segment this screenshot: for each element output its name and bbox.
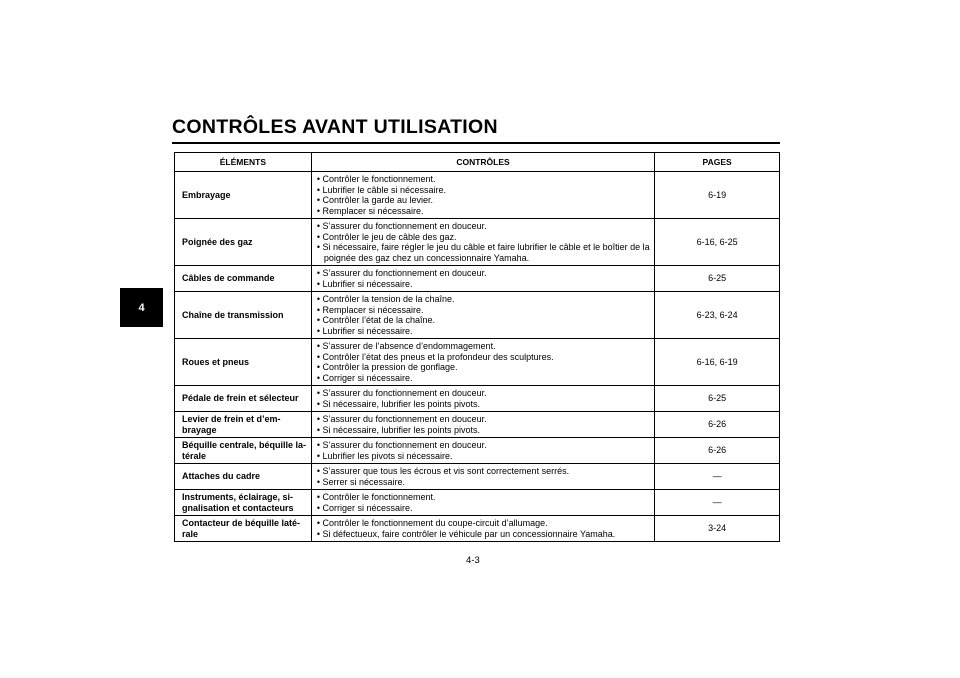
control-item: • Contrôler le fonctionnement. [317, 174, 650, 185]
controls-cell [311, 516, 654, 542]
controls-cell [311, 219, 654, 266]
table-row [175, 490, 780, 516]
table-row [175, 464, 780, 490]
controls-cell [311, 172, 654, 219]
control-item: • Contrôler l’état de la chaîne. [317, 315, 650, 326]
section-tab: 4 [120, 288, 163, 327]
control-item: • Contrôler la garde au levier. [317, 195, 650, 206]
page-number: 4-3 [466, 555, 480, 566]
controls-list [317, 440, 650, 461]
controls-cell [311, 412, 654, 438]
element-cell: Chaîne de transmission [175, 292, 312, 339]
table-row [175, 219, 780, 266]
pages-cell: — [655, 490, 780, 516]
control-item: • Corriger si nécessaire. [317, 373, 650, 384]
control-item: • Si nécessaire, lubrifier les points pivots. [317, 399, 650, 410]
controls-cell [311, 438, 654, 464]
control-item: • Lubrifier le câble si nécessaire. [317, 185, 650, 196]
control-item: • Serrer si nécessaire. [317, 477, 650, 488]
controls-list [317, 492, 650, 513]
control-item: • Remplacer si nécessaire. [317, 206, 650, 217]
control-item: • Lubrifier si nécessaire. [317, 279, 650, 290]
control-item: • Contrôler le jeu de câble des gaz. [317, 232, 650, 243]
control-item: • S’assurer du fonctionnement en douceur. [317, 221, 650, 232]
control-item: • Si nécessaire, lubrifier les points pivots. [317, 425, 650, 436]
table-row [175, 172, 780, 219]
table-header-row [175, 153, 780, 172]
pages-cell: 6-16, 6-25 [655, 219, 780, 266]
control-item: • Remplacer si nécessaire. [317, 305, 650, 316]
controls-list [317, 341, 650, 383]
table-row [175, 292, 780, 339]
controls-list [317, 294, 650, 336]
controls-list [317, 466, 650, 487]
control-item: • Si défectueux, faire contrôler le véhicule par un concessionnaire Yamaha. [317, 529, 650, 540]
pages-cell: 6-26 [655, 412, 780, 438]
page-title: CONTRÔLES AVANT UTILISATION [172, 116, 498, 138]
header-elements: ÉLÉMENTS [175, 153, 312, 172]
pages-cell: — [655, 464, 780, 490]
pages-cell: 6-25 [655, 266, 780, 292]
control-item: • Si nécessaire, faire régler le jeu du câble et faire lubrifier le câble et le boîtier de la poignée des gaz chez un concessionnaire Yamaha. [317, 242, 650, 263]
element-cell: Levier de frein et d’em- brayage [175, 412, 312, 438]
controls-list [317, 518, 650, 539]
control-item: • S’assurer de l’absence d’endommagement. [317, 341, 650, 352]
control-item: • Contrôler la tension de la chaîne. [317, 294, 650, 305]
control-item: • Contrôler le fonctionnement du coupe-circuit d’allumage. [317, 518, 650, 529]
element-cell: Béquille centrale, béquille la- térale [175, 438, 312, 464]
title-rule [172, 142, 780, 144]
pages-cell: 6-25 [655, 386, 780, 412]
control-item: • Corriger si nécessaire. [317, 503, 650, 514]
element-cell: Embrayage [175, 172, 312, 219]
pre-operation-checklist-table [174, 152, 780, 542]
control-item: • Contrôler le fonctionnement. [317, 492, 650, 503]
control-item: • S’assurer du fonctionnement en douceur. [317, 414, 650, 425]
element-cell: Roues et pneus [175, 339, 312, 386]
controls-cell [311, 464, 654, 490]
table-row [175, 266, 780, 292]
control-item: • Contrôler la pression de gonflage. [317, 362, 650, 373]
header-controls: CONTRÔLES [311, 153, 654, 172]
controls-cell [311, 266, 654, 292]
controls-list [317, 388, 650, 409]
table-row [175, 516, 780, 542]
header-pages: PAGES [655, 153, 780, 172]
control-item: • S’assurer que tous les écrous et vis sont correctement serrés. [317, 466, 650, 477]
control-item: • S’assurer du fonctionnement en douceur. [317, 268, 650, 279]
control-item: • S’assurer du fonctionnement en douceur. [317, 388, 650, 399]
controls-list [317, 221, 650, 263]
controls-cell [311, 339, 654, 386]
controls-list [317, 268, 650, 289]
element-cell: Attaches du cadre [175, 464, 312, 490]
controls-cell [311, 490, 654, 516]
pages-cell: 6-26 [655, 438, 780, 464]
pages-cell: 3-24 [655, 516, 780, 542]
table-row [175, 386, 780, 412]
control-item: • Lubrifier les pivots si nécessaire. [317, 451, 650, 462]
element-cell: Instruments, éclairage, si- gnalisation et contacteurs [175, 490, 312, 516]
controls-cell [311, 292, 654, 339]
table-row [175, 412, 780, 438]
table-row [175, 339, 780, 386]
pages-cell: 6-16, 6-19 [655, 339, 780, 386]
control-item: • Lubrifier si nécessaire. [317, 326, 650, 337]
pages-cell: 6-23, 6-24 [655, 292, 780, 339]
element-cell: Câbles de commande [175, 266, 312, 292]
pages-cell: 6-19 [655, 172, 780, 219]
element-cell: Pédale de frein et sélecteur [175, 386, 312, 412]
control-item: • Contrôler l’état des pneus et la profondeur des sculptures. [317, 352, 650, 363]
controls-list [317, 174, 650, 216]
controls-list [317, 414, 650, 435]
controls-cell [311, 386, 654, 412]
element-cell: Poignée des gaz [175, 219, 312, 266]
element-cell: Contacteur de béquille laté- rale [175, 516, 312, 542]
control-item: • S’assurer du fonctionnement en douceur. [317, 440, 650, 451]
table-row [175, 438, 780, 464]
